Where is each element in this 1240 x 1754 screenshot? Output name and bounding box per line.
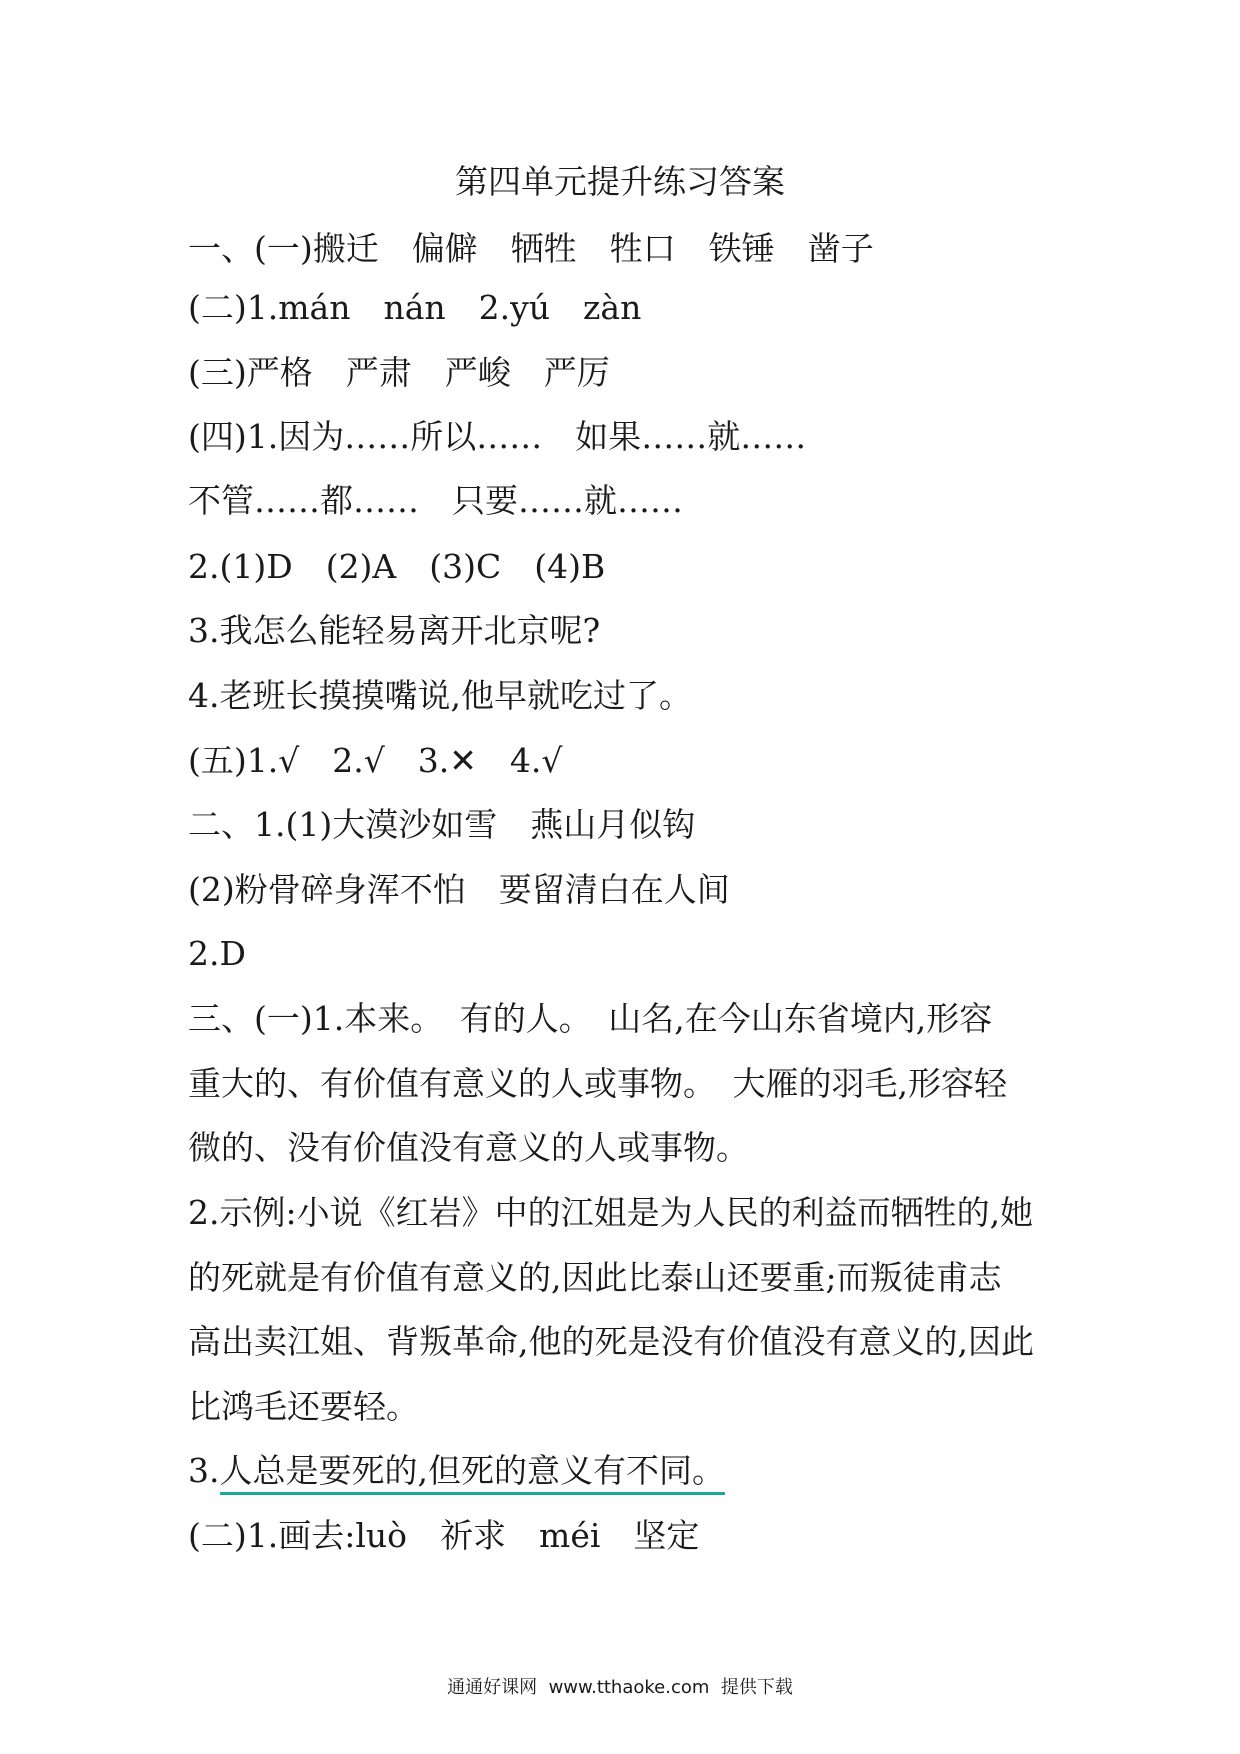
answer-line-1: 一、(一)搬迁 偏僻 牺牲 牲口 铁锤 凿子 [188, 229, 874, 268]
answer-line-7: 3.我怎么能轻易离开北京呢? [188, 611, 601, 650]
answer-line-2: (二)1.mán nán 2.yú zàn [188, 288, 642, 327]
answer-line-15: 微的、没有价值没有意义的人或事物。 [188, 1128, 749, 1167]
answer-line-5: 不管……都…… 只要……就…… [188, 481, 683, 520]
answer-line-11: (2)粉骨碎身浑不怕 要留清白在人间 [188, 870, 730, 909]
answer-line-6: 2.(1)D (2)A (3)C (4)B [188, 547, 606, 586]
answer-line-20-prefix: 3. [188, 1451, 220, 1490]
answer-line-19: 比鸿毛还要轻。 [188, 1387, 419, 1426]
answer-line-21: (二)1.画去:luò 祈求 méi 坚定 [188, 1516, 700, 1555]
answer-line-4: (四)1.因为……所以…… 如果……就…… [188, 417, 807, 456]
answer-line-12: 2.D [188, 934, 246, 973]
answer-line-20 [188, 1449, 725, 1493]
answer-line-8: 4.老班长摸摸嘴说,他早就吃过了。 [188, 676, 692, 715]
answer-line-14: 重大的、有价值有意义的人或事物。 大雁的羽毛,形容轻 [188, 1064, 1007, 1103]
answer-line-17: 的死就是有价值有意义的,因此比泰山还要重;而叛徒甫志 [188, 1258, 1002, 1297]
page-title: 第四单元提升练习答案 [455, 162, 785, 201]
answer-line-10: 二、1.(1)大漠沙如雪 燕山月似钩 [188, 805, 696, 844]
answer-line-9: (五)1.√ 2.√ 3.✕ 4.√ [188, 741, 563, 780]
answer-line-13: 三、(一)1.本来。 有的人。 山名,在今山东省境内,形容 [188, 999, 993, 1038]
answer-line-16: 2.示例:小说《红岩》中的江姐是为人民的利益而牺牲的,她 [188, 1193, 1034, 1232]
footer-credit: 通通好课网 www.tthaoke.com 提供下载 [447, 1677, 793, 1698]
answer-line-3: (三)严格 严肃 严峻 严厉 [188, 353, 610, 392]
answer-line-18: 高出卖江姐、背叛革命,他的死是没有价值没有意义的,因此 [188, 1322, 1034, 1361]
underlined-answer: 人总是要死的,但死的意义有不同。 [220, 1451, 726, 1495]
